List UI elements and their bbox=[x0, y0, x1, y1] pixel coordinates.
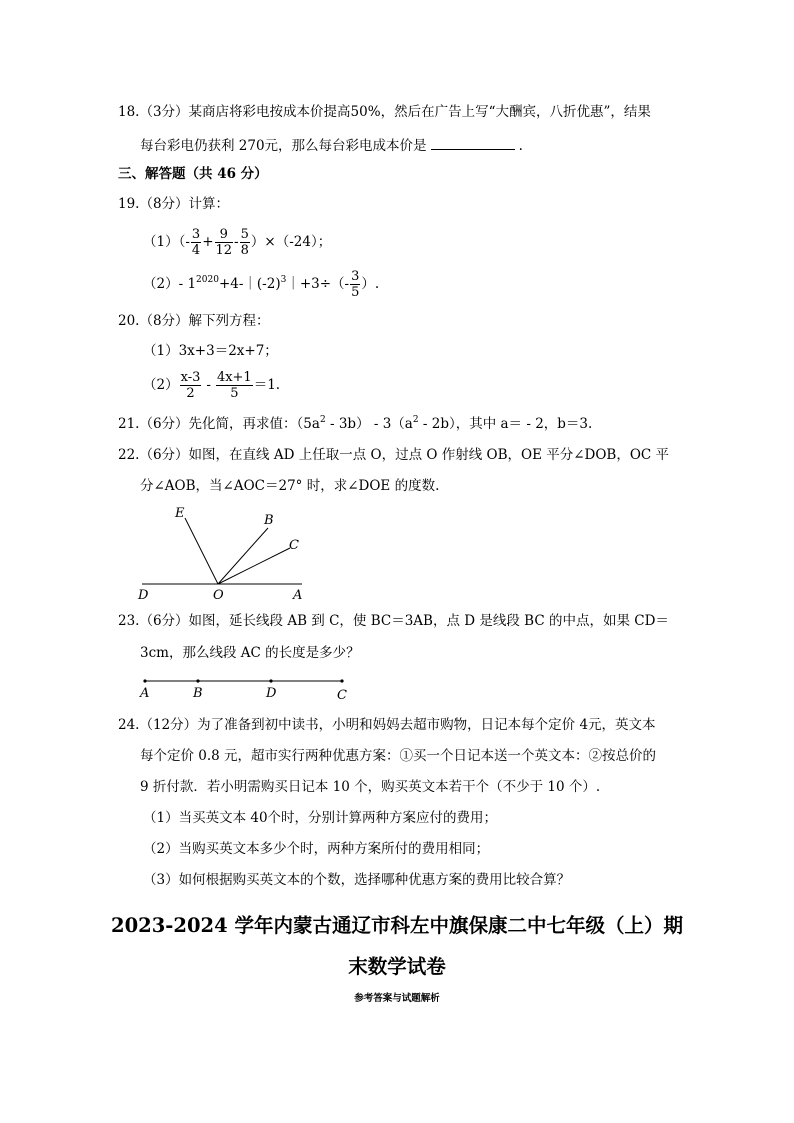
frac-num: 4x+1 bbox=[216, 370, 252, 385]
ray-OB bbox=[218, 528, 268, 584]
q18-line2-end: . bbox=[518, 138, 523, 154]
point-B bbox=[196, 679, 199, 682]
q20-part2 bbox=[143, 369, 280, 401]
q19-part1 bbox=[143, 226, 331, 258]
q19-p2-b: +4-｜(-2) bbox=[218, 276, 281, 292]
q19-p1-open: （ bbox=[178, 234, 186, 250]
q21 bbox=[118, 415, 593, 432]
q18-line2-text: 每台彩电仍获利 270元，那么每台彩电成本价是 bbox=[140, 138, 427, 154]
q21-sup1: 2 bbox=[319, 415, 326, 425]
fraction-9-12 bbox=[215, 227, 234, 258]
frac-den: 2 bbox=[186, 386, 195, 401]
answer-header: 参考答案与试题解析 bbox=[354, 993, 440, 1004]
point-C bbox=[340, 679, 343, 682]
q21-part-c: - 2b），其中 a＝ - 2，b＝3. bbox=[418, 416, 593, 432]
q19-p1-minus2: - bbox=[234, 234, 239, 250]
label-B: B bbox=[264, 513, 274, 528]
q19-part2 bbox=[143, 268, 379, 300]
exam-title-line2: 末数学试卷 bbox=[348, 955, 446, 978]
q19-p2-c: ｜+3÷（- bbox=[286, 276, 350, 292]
fraction-x-3-over-2 bbox=[180, 370, 202, 401]
q20-part1: （1）3x+3＝2x+7； bbox=[143, 343, 278, 359]
point-A bbox=[143, 679, 146, 682]
label-D: D bbox=[266, 686, 277, 701]
q20-head: 20.（8分）解下列方程： bbox=[118, 313, 270, 329]
q23-line2: 3cm，那么线段 AC 的长度是多少？ bbox=[140, 645, 360, 661]
answer-blank[interactable] bbox=[431, 137, 515, 150]
q18-line2 bbox=[140, 137, 523, 154]
frac-num: 3 bbox=[191, 227, 201, 242]
q19-p2-exp2: 3 bbox=[280, 275, 287, 285]
frac-den: 5 bbox=[351, 285, 360, 300]
frac-num: 9 bbox=[215, 227, 234, 243]
frac-den: 12 bbox=[215, 243, 233, 258]
q24-line3: 9 折付款．若小明需购买日记本 10 个，购买英文本若干个（不少于 10 个）. bbox=[140, 779, 601, 795]
frac-num: 3 bbox=[351, 269, 360, 284]
fraction-3-5 bbox=[350, 269, 360, 300]
q22-line2: 分∠AOB，当∠AOC＝27° 时，求∠DOE 的度数. bbox=[140, 478, 440, 494]
q24-sub1: （1）当买英文本 40个时，分别计算两种方案应付的费用； bbox=[143, 810, 498, 826]
q19-p2-tail: ）. bbox=[361, 276, 380, 292]
frac-den: 8 bbox=[240, 243, 249, 258]
q24-sub2: （2）当购买英文本多少个时，两种方案所付的费用相同； bbox=[143, 841, 490, 857]
section-heading: 三、解答题（共 46 分） bbox=[118, 166, 268, 182]
q20-p2-mid: - bbox=[206, 377, 211, 393]
q21-sup2: 2 bbox=[412, 415, 419, 425]
q24-sub3: （3）如何根据购买英文本的个数，选择哪种优惠方案的费用比较合算？ bbox=[143, 872, 571, 888]
frac-num: x-3 bbox=[180, 370, 201, 385]
frac-den: 4 bbox=[191, 243, 201, 258]
label-E: E bbox=[175, 506, 185, 521]
ray-OC bbox=[218, 548, 290, 584]
label-C: C bbox=[337, 688, 347, 703]
q23-line1: 23.（6分）如图，延长线段 AB 到 C，使 BC＝3AB，点 D 是线段 BC 的中点，如果 CD＝ bbox=[118, 613, 669, 629]
label-D: D bbox=[138, 588, 149, 602]
q24-line1: 24.（12分）为了准备到初中读书，小明和妈妈去超市购物，日记本每个定价 4元，英文本 bbox=[118, 717, 656, 733]
q22-line1: 22.（6分）如图，在直线 AD 上任取一点 O，过点 O 作射线 OB，OE 平分∠DOB，OC 平 bbox=[118, 447, 670, 463]
q21-part-a: 21.（6分）先化简，再求值：（5a bbox=[118, 416, 320, 432]
fraction-5-8 bbox=[240, 227, 250, 258]
label-C: C bbox=[289, 538, 299, 553]
figure-angle-diagram bbox=[130, 500, 320, 602]
label-A: A bbox=[293, 588, 303, 602]
fraction-4x-1-over-5 bbox=[216, 370, 253, 401]
q19-p2-label: （2） bbox=[143, 276, 179, 292]
label-A: A bbox=[140, 686, 150, 701]
frac-num: 5 bbox=[240, 227, 249, 242]
q19-p1-label: （1） bbox=[143, 234, 179, 250]
q19-p2-a: - 1 bbox=[178, 276, 197, 292]
q19-p1-minus: - bbox=[185, 234, 190, 250]
q20-p2-tail: ＝1. bbox=[253, 377, 281, 393]
q19-head: 19.（8分）计算： bbox=[118, 196, 230, 212]
figure-segment-diagram bbox=[135, 672, 357, 704]
frac-den: 5 bbox=[230, 386, 239, 401]
q18-line1: 18.（3分）某商店将彩电按成本价提高50%，然后在广告上写“大酬宾，八折优惠”，结果 bbox=[118, 104, 651, 120]
label-B: B bbox=[193, 686, 203, 701]
exam-title-line1: 2023-2024 学年内蒙古通辽市科左中旗保康二中七年级（上）期 bbox=[111, 914, 683, 937]
ray-OE bbox=[185, 518, 218, 584]
point-D bbox=[269, 679, 272, 682]
q19-p1-tail: ）×（-24）； bbox=[250, 234, 332, 250]
q24-line2: 每个定价 0.8 元，超市实行两种优惠方案：①买一个日记本送一个英文本：②按总价的 bbox=[140, 748, 657, 764]
q20-p2-label: （2） bbox=[143, 377, 179, 393]
fraction-3-4 bbox=[191, 227, 201, 258]
q19-p2-exp: 2020 bbox=[196, 275, 219, 285]
label-O: O bbox=[213, 588, 224, 602]
q21-part-b: - 3b） - 3（a bbox=[325, 416, 413, 432]
q19-p1-plus: + bbox=[202, 234, 214, 250]
